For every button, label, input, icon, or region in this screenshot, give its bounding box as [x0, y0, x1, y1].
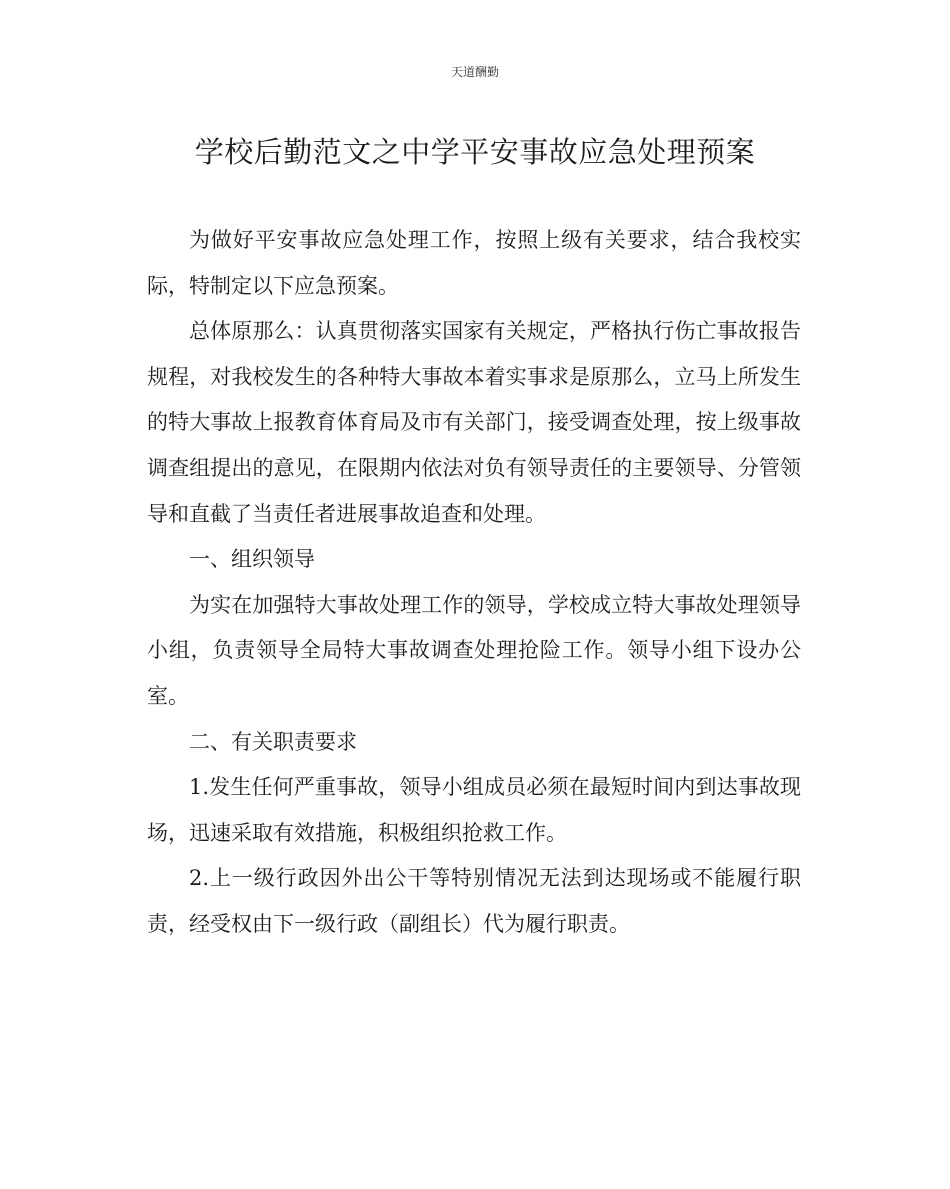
paragraph-duty-2: 2.上一级行政因外出公干等特别情况无法到达现场或不能履行职责，经受权由下一级行政（副组长）代为履行职责。 [147, 866, 801, 936]
paragraph-duty-1: 1.发生任何严重事故，领导小组成员必须在最短时间内到达事故现场，迅速采取有效措施，积极组织抢救工作。 [147, 775, 801, 845]
paragraph-intro: 为做好平安事故应急处理工作，按照上级有关要求，结合我校实际，特制定以下应急预案。 [147, 228, 801, 298]
paragraph-principle: 总体原那么：认真贯彻落实国家有关规定，严格执行伤亡事故报告规程，对我校发生的各种特大事故本着实事求是原那么，立马上所发生的特大事故上报教育体育局及市有关部门，接受调查处理，按上级事故调查组提出的意见，在限期内依法对负有领导责任的主要领导、分管领导和直截了当责任者进展事故追查和处理。 [147, 319, 801, 526]
page-header: 天道酬勤 [450, 65, 499, 79]
paragraph-organization: 为实在加强特大事故处理工作的领导，学校成立特大事故处理领导小组，负责领导全局特大事故调查处理抢险工作。领导小组下设办公室。 [147, 592, 801, 708]
section-heading-duties: 二、有关职责要求 [189, 729, 357, 754]
section-heading-organization: 一、组织领导 [189, 547, 315, 572]
document-title: 学校后勤范文之中学平安事故应急处理预案 [194, 135, 756, 169]
document-body [147, 218, 801, 948]
